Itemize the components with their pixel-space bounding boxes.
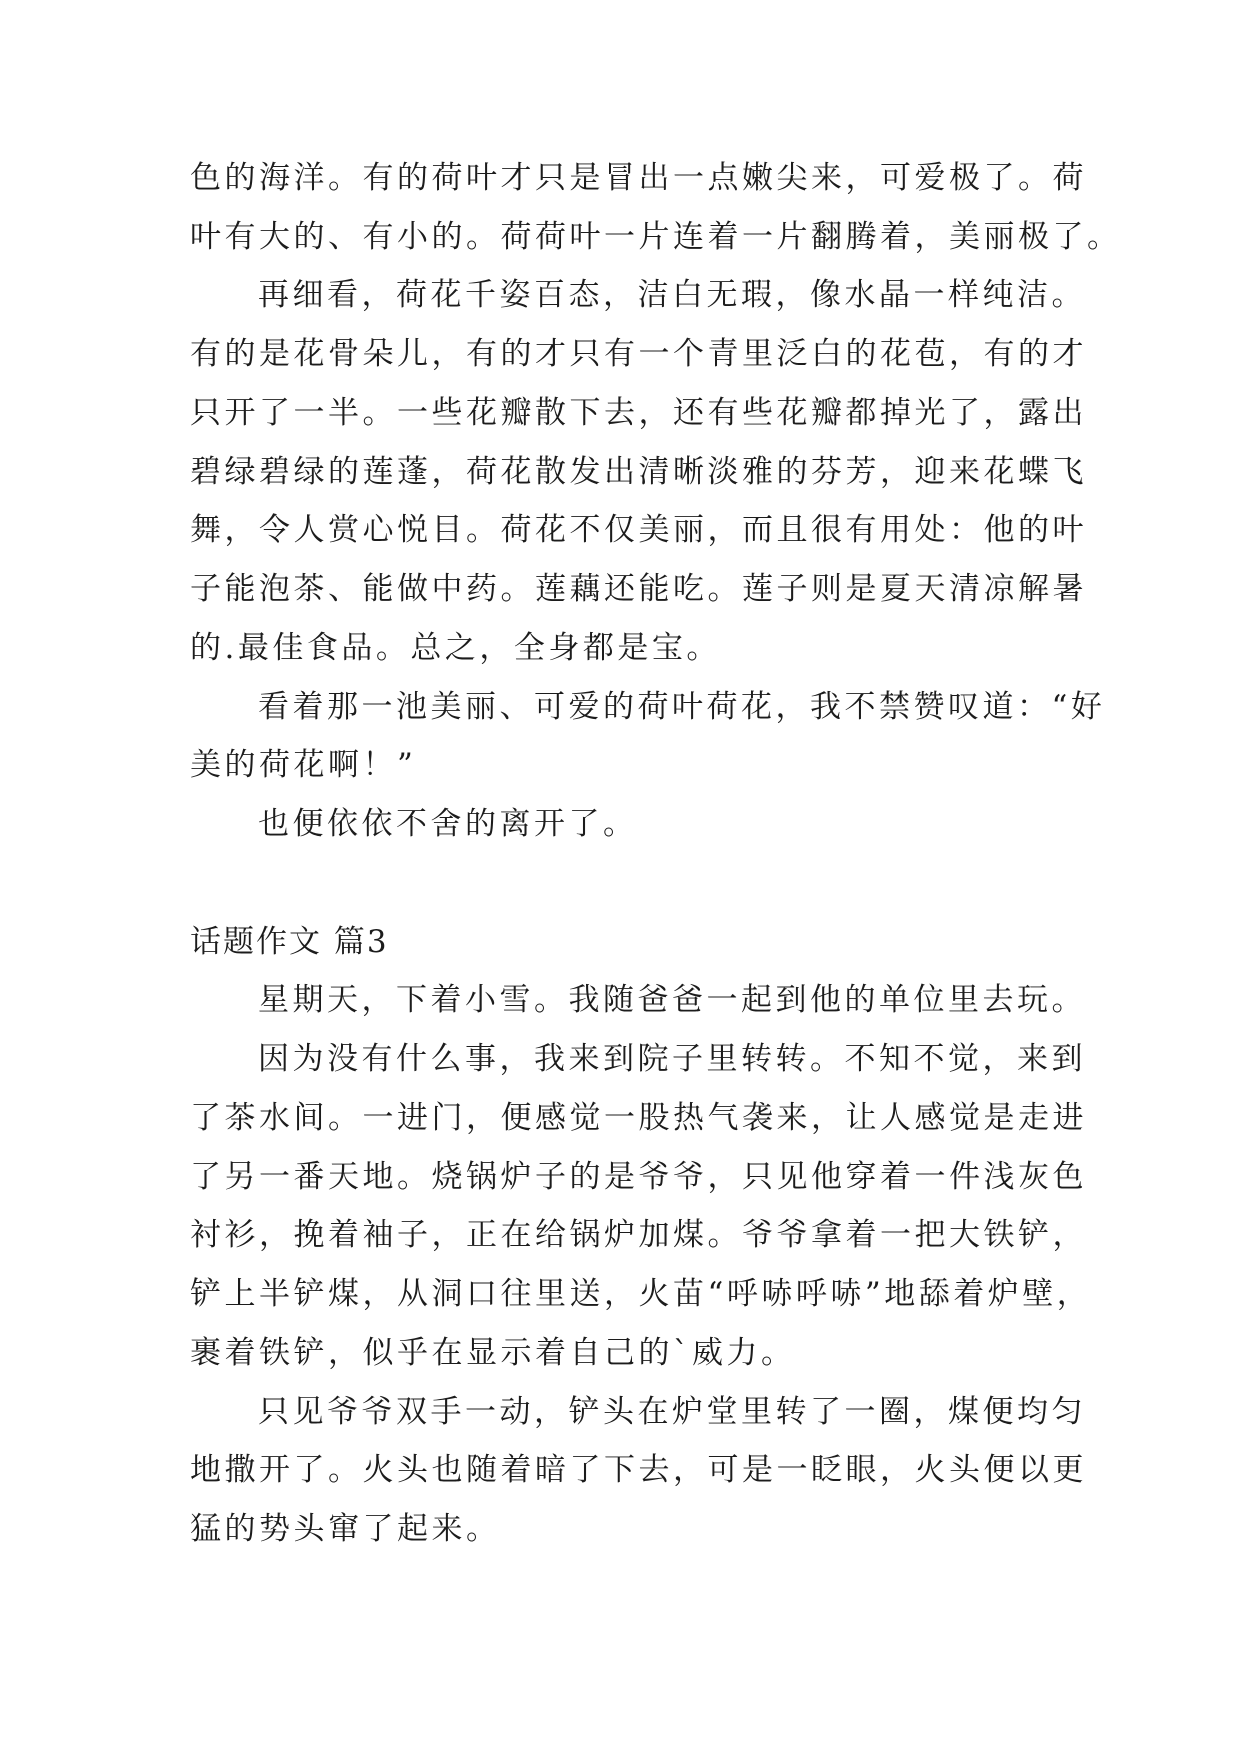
- paragraph-line: 色的海洋。有的荷叶才只是冒出一点嫩尖来，可爱极了。荷: [190, 160, 1087, 196]
- paragraph-line: 的.最佳食品。总之，全身都是宝。: [190, 630, 721, 666]
- paragraph-line: 舞，令人赏心悦目。荷花不仅美丽，而且很有用处：他的叶: [190, 512, 1087, 548]
- paragraph-line: 碧绿碧绿的莲蓬，荷花散发出清晰淡雅的芬芳，迎来花蝶飞: [190, 454, 1087, 490]
- paragraph-line: 再细看，荷花千姿百态，洁白无瑕，像水晶一样纯洁。: [258, 277, 1086, 313]
- paragraph-line: 有的是花骨朵儿，有的才只有一个青里泛白的花苞，有的才: [190, 336, 1087, 372]
- paragraph-line: 看着那一池美丽、可爱的荷叶荷花，我不禁赞叹道：“好: [258, 689, 1106, 725]
- paragraph-line: 因为没有什么事，我来到院子里转转。不知不觉，来到: [258, 1041, 1086, 1077]
- paragraph-line: 只开了一半。一些花瓣散下去，还有些花瓣都掉光了，露出: [190, 395, 1087, 431]
- paragraph-line: 地撒开了。火头也随着暗了下去，可是一眨眼，火头便以更: [190, 1452, 1087, 1488]
- paragraph-line: 也便依依不舍的离开了。: [258, 806, 638, 842]
- section-heading: 话题作文 篇3: [190, 924, 389, 960]
- paragraph-line: 了另一番天地。烧锅炉子的是爷爷，只见他穿着一件浅灰色: [190, 1159, 1087, 1195]
- paragraph-line: 美的荷花啊！”: [190, 747, 417, 783]
- paragraph-line: 铲上半铲煤，从洞口往里送，火苗“呼哧呼哧”地舔着炉壁，: [190, 1276, 1092, 1312]
- paragraph-line: 了茶水间。一进门，便感觉一股热气袭来，让人感觉是走进: [190, 1100, 1087, 1136]
- paragraph-line: 猛的势头窜了起来。: [190, 1511, 501, 1547]
- paragraph-line: 衬衫，挽着袖子，正在给锅炉加煤。爷爷拿着一把大铁铲，: [190, 1217, 1087, 1253]
- paragraph-line: 只见爷爷双手一动，铲头在炉堂里转了一圈，煤便均匀: [258, 1394, 1086, 1430]
- paragraph-line: 子能泡茶、能做中药。莲藕还能吃。莲子则是夏天清凉解暑: [190, 571, 1087, 607]
- paragraph-line: 裹着铁铲，似乎在显示着自己的`威力。: [190, 1335, 796, 1371]
- paragraph-line: 星期天，下着小雪。我随爸爸一起到他的单位里去玩。: [258, 982, 1086, 1018]
- paragraph-line: 叶有大的、有小的。荷荷叶一片连着一片翻腾着，美丽极了。: [190, 219, 1122, 255]
